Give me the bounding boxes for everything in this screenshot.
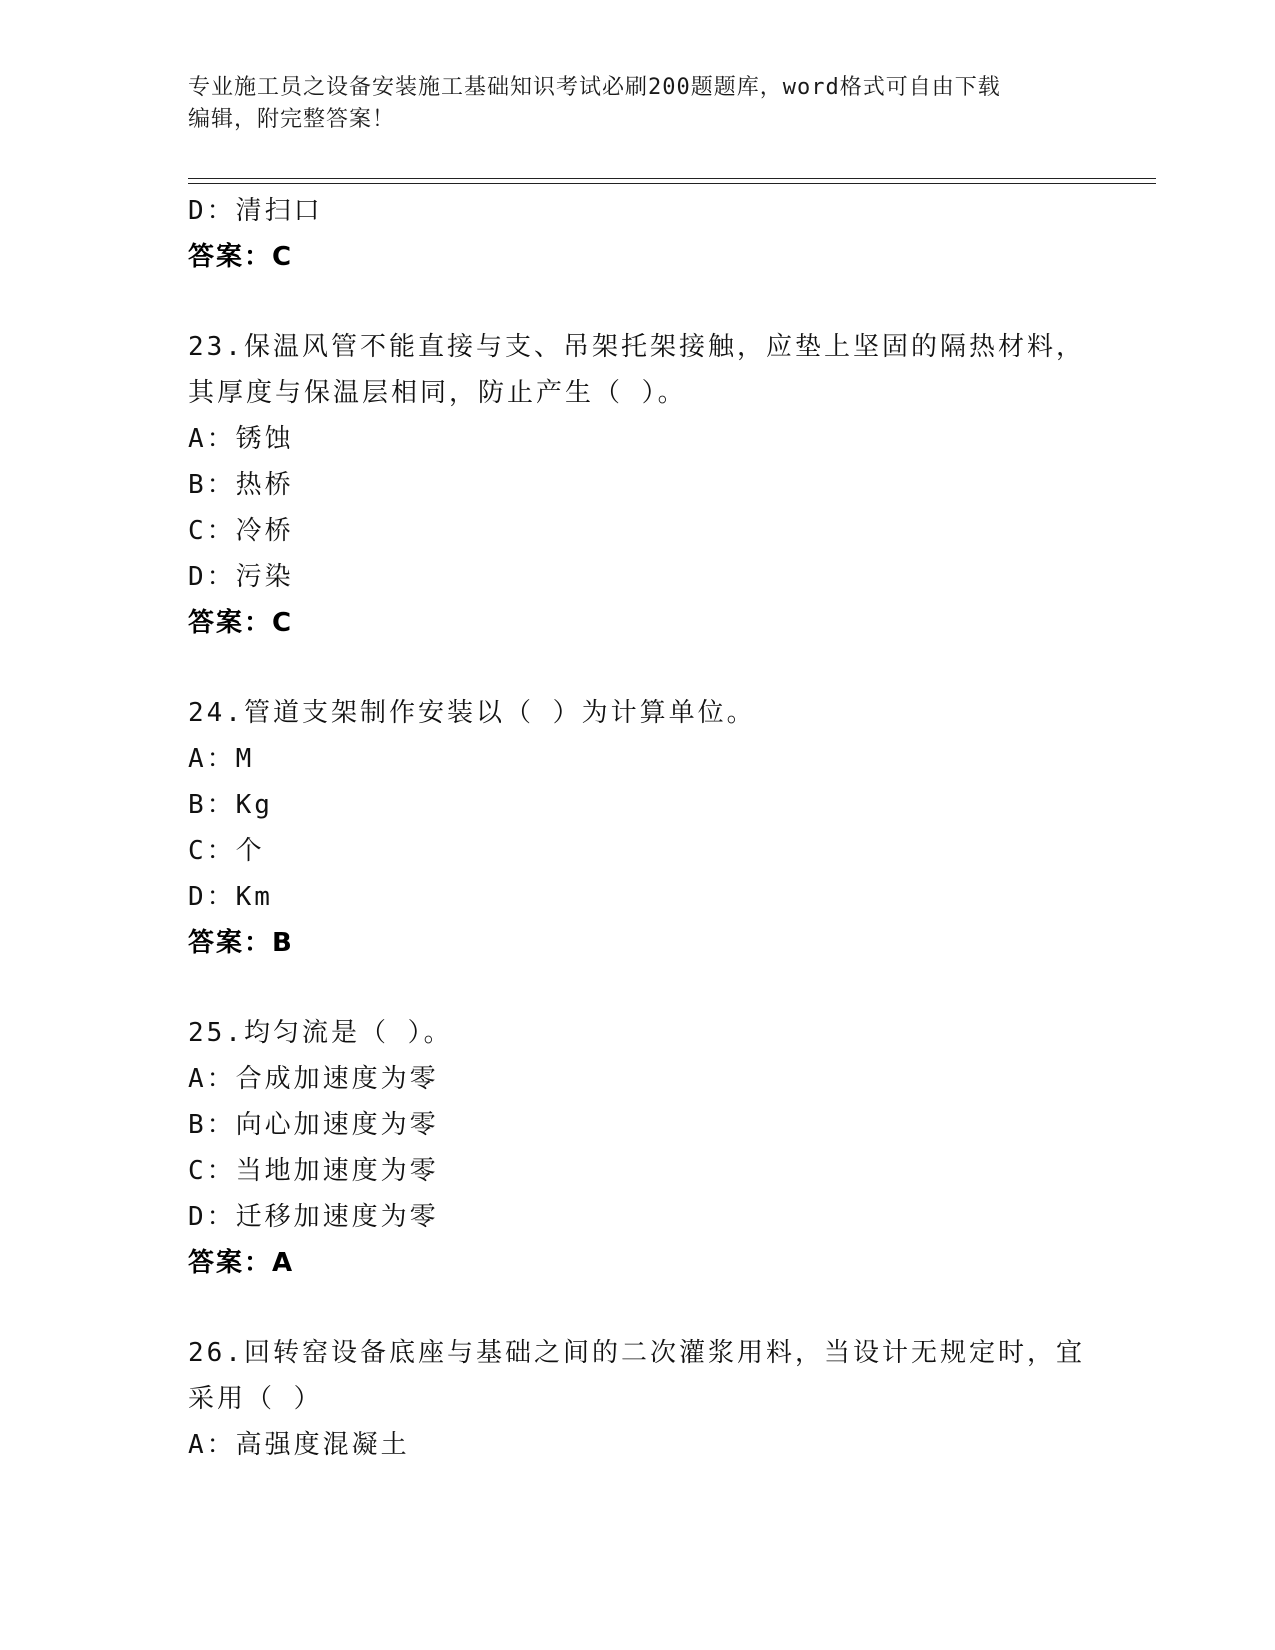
option-d: D：Km <box>188 882 273 912</box>
question-stem: 25.均匀流是（ ）。 <box>188 1018 453 1048</box>
option-b: B：向心加速度为零 <box>188 1110 439 1140</box>
option-a: A：M <box>188 744 255 774</box>
option-a: A：合成加速度为零 <box>188 1064 439 1094</box>
question-23 <box>188 324 1088 646</box>
header-divider-top <box>188 178 1156 179</box>
answer-line: 答案：B <box>188 928 294 958</box>
option-a: A：高强度混凝土 <box>188 1430 410 1460</box>
question-stem-continued: 采用（ ） <box>188 1384 323 1414</box>
header-line-1: 专业施工员之设备安装施工基础知识考试必刷200题题库，word格式可自由下载 <box>188 75 1001 100</box>
option-d: D：污染 <box>188 562 294 592</box>
answer-line: 答案：C <box>188 608 294 638</box>
header-divider-bottom <box>188 183 1156 184</box>
answer-line: 答案：A <box>188 1248 295 1278</box>
option-a: A：锈蚀 <box>188 424 294 454</box>
document-header <box>188 72 1088 136</box>
question-stem: 26.回转窑设备底座与基础之间的二次灌浆用料，当设计无规定时，宜 <box>188 1338 1085 1368</box>
option-c: C：冷桥 <box>188 516 294 546</box>
option-c: C：当地加速度为零 <box>188 1156 439 1186</box>
question-26 <box>188 1330 1088 1468</box>
question-list <box>188 188 1088 1468</box>
option-c: C：个 <box>188 836 265 866</box>
question-stem: 23.保温风管不能直接与支、吊架托架接触，应垫上坚固的隔热材料， <box>188 332 1085 362</box>
question-25 <box>188 1010 1088 1286</box>
answer-line: 答案：C <box>188 242 294 272</box>
question-24 <box>188 690 1088 966</box>
option-d: D：迁移加速度为零 <box>188 1202 439 1232</box>
option-b: B：热桥 <box>188 470 294 500</box>
option-d: D：清扫口 <box>188 196 323 226</box>
question-stem-continued: 其厚度与保温层相同，防止产生（ ）。 <box>188 378 687 408</box>
question-stem: 24.管道支架制作安装以（ ）为计算单位。 <box>188 698 756 728</box>
header-line-2: 编辑，附完整答案！ <box>188 107 396 132</box>
option-b: B：Kg <box>188 790 273 820</box>
